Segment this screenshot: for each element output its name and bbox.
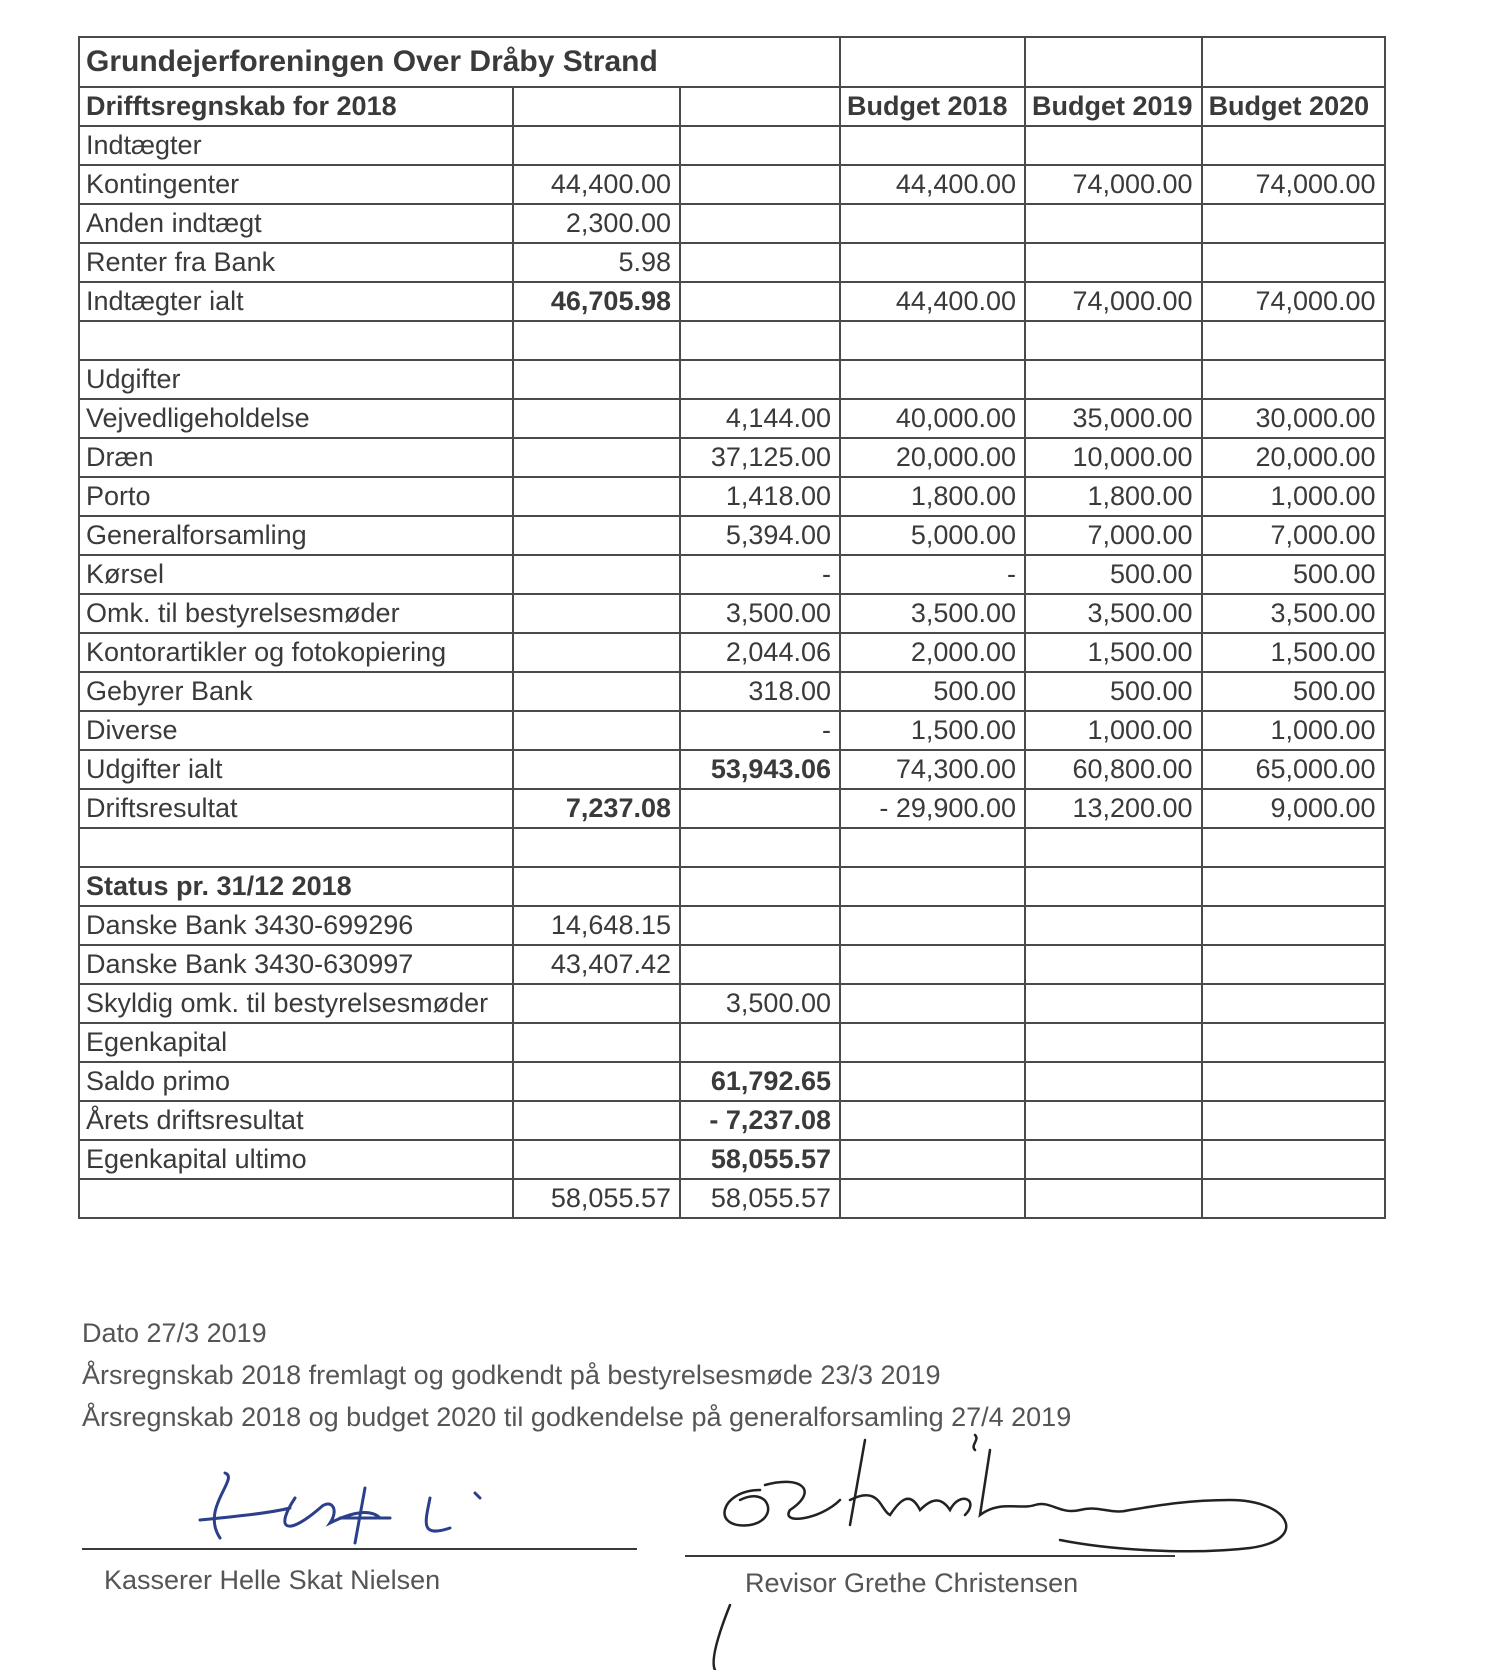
budget-2019-cell: 35,000.00 (1025, 399, 1202, 438)
table-row (79, 204, 1385, 243)
actual-expense-cell: 4,144.00 (680, 399, 840, 438)
actual-expense-cell (680, 321, 840, 360)
actual-expense-cell: 37,125.00 (680, 438, 840, 477)
budget-2019-cell: 13,200.00 (1025, 789, 1202, 828)
table-row (79, 750, 1385, 789)
actual-expense-cell: 1,418.00 (680, 477, 840, 516)
budget-2020-cell (1202, 243, 1385, 282)
actual-income-cell (513, 711, 680, 750)
document-title: Grundejerforeningen Over Dråby Strand (79, 37, 840, 87)
actual-expense-cell (680, 1023, 840, 1062)
actual-expense-cell (680, 945, 840, 984)
table-row (79, 282, 1385, 321)
table-row (79, 321, 1385, 360)
actual-income-cell (513, 1101, 680, 1140)
budget-2018-cell (840, 126, 1025, 165)
actual-expense-cell: 318.00 (680, 672, 840, 711)
budget-2018-cell: 44,400.00 (840, 282, 1025, 321)
row-label: Vejvedligeholdelse (79, 399, 513, 438)
budget-2020-cell (1202, 867, 1385, 906)
row-label: Egenkapital ultimo (79, 1140, 513, 1179)
budget-2020-cell: 20,000.00 (1202, 438, 1385, 477)
row-label: Danske Bank 3430-630997 (79, 945, 513, 984)
row-label: Kørsel (79, 555, 513, 594)
budget-2018-cell: 1,500.00 (840, 711, 1025, 750)
budget-2018-cell: 5,000.00 (840, 516, 1025, 555)
budget-2020-cell: 65,000.00 (1202, 750, 1385, 789)
budget-2018-cell (840, 204, 1025, 243)
table-row (79, 243, 1385, 282)
actual-expense-cell: 58,055.57 (680, 1179, 840, 1218)
treasurer-signature-line (82, 1548, 637, 1550)
row-label: Egenkapital (79, 1023, 513, 1062)
budget-2020-cell: 500.00 (1202, 672, 1385, 711)
budget-2018-cell (840, 1179, 1025, 1218)
table-row (79, 1140, 1385, 1179)
budget-2020-cell: 74,000.00 (1202, 165, 1385, 204)
actual-expense-cell: 3,500.00 (680, 594, 840, 633)
actual-expense-cell (680, 126, 840, 165)
budget-2020-cell: 500.00 (1202, 555, 1385, 594)
row-label: Saldo primo (79, 1062, 513, 1101)
table-row (79, 399, 1385, 438)
actual-expense-cell: - (680, 555, 840, 594)
row-label: Gebyrer Bank (79, 672, 513, 711)
actual-expense-cell (680, 282, 840, 321)
row-label: Anden indtægt (79, 204, 513, 243)
row-label (79, 1179, 513, 1218)
actual-income-cell: 46,705.98 (513, 282, 680, 321)
actual-expense-cell: 61,792.65 (680, 1062, 840, 1101)
treasurer-signature (180, 1468, 500, 1558)
budget-2018-cell (840, 321, 1025, 360)
budget-2020-cell (1202, 1140, 1385, 1179)
actual-income-cell (513, 750, 680, 789)
actual-income-cell: 5.98 (513, 243, 680, 282)
budget-2020-cell (1202, 906, 1385, 945)
statement-heading: Drifftsregnskab for 2018 (79, 87, 513, 126)
row-label: Danske Bank 3430-699296 (79, 906, 513, 945)
actual-expense-cell (680, 906, 840, 945)
budget-2019-cell (1025, 867, 1202, 906)
table-row (79, 1023, 1385, 1062)
budget-2019-cell: 1,500.00 (1025, 633, 1202, 672)
budget-2019-cell: 1,800.00 (1025, 477, 1202, 516)
actual-expense-cell (680, 828, 840, 867)
actual-expense-cell: 3,500.00 (680, 984, 840, 1023)
actual-income-cell (513, 828, 680, 867)
actual-income-cell (513, 438, 680, 477)
budget-2018-cell (840, 867, 1025, 906)
table-row (79, 594, 1385, 633)
actual-income-cell (513, 867, 680, 906)
budget-2018-cell: 74,300.00 (840, 750, 1025, 789)
budget-2020-cell: 9,000.00 (1202, 789, 1385, 828)
budget-2019-cell: 60,800.00 (1025, 750, 1202, 789)
row-label: Dræn (79, 438, 513, 477)
actual-expense-cell: - (680, 711, 840, 750)
actual-income-cell (513, 633, 680, 672)
actual-income-cell (513, 360, 680, 399)
budget-2020-cell (1202, 984, 1385, 1023)
actual-expense-cell: 53,943.06 (680, 750, 840, 789)
budget-2019-cell (1025, 1179, 1202, 1218)
budget-2019-cell (1025, 1101, 1202, 1140)
row-label: Driftsresultat (79, 789, 513, 828)
row-label (79, 321, 513, 360)
footer-approval-line: Årsregnskab 2018 fremlagt og godkendt på bestyrelsesmøde 23/3 2019 (82, 1360, 941, 1390)
budget-2020-cell (1202, 1023, 1385, 1062)
accounts-table (78, 36, 1386, 1219)
actual-expense-cell (680, 867, 840, 906)
budget-2020-cell: 30,000.00 (1202, 399, 1385, 438)
treasurer-caption: Kasserer Helle Skat Nielsen (104, 1565, 441, 1595)
budget-2020-cell (1202, 828, 1385, 867)
table-row (79, 516, 1385, 555)
budget-2018-cell: 3,500.00 (840, 594, 1025, 633)
table-row (79, 633, 1385, 672)
row-label: Udgifter (79, 360, 513, 399)
budget-2018-cell: 1,800.00 (840, 477, 1025, 516)
budget-2018-cell (840, 828, 1025, 867)
table-row (79, 789, 1385, 828)
row-label: Indtægter (79, 126, 513, 165)
actual-expense-cell (680, 243, 840, 282)
table-row (79, 126, 1385, 165)
table-row (79, 1179, 1385, 1218)
actual-income-cell (513, 516, 680, 555)
budget-2020-cell (1202, 1179, 1385, 1218)
budget-2018-cell (840, 1101, 1025, 1140)
budget-2020-cell: 7,000.00 (1202, 516, 1385, 555)
budget-2019-cell (1025, 360, 1202, 399)
budget-2019-cell (1025, 204, 1202, 243)
budget-2020-cell: 74,000.00 (1202, 282, 1385, 321)
budget-2019-cell: 3,500.00 (1025, 594, 1202, 633)
budget-2018-cell (840, 984, 1025, 1023)
actual-expense-cell: 5,394.00 (680, 516, 840, 555)
budget-2019-cell: 10,000.00 (1025, 438, 1202, 477)
row-label: Indtægter ialt (79, 282, 513, 321)
budget-2020-cell: 3,500.00 (1202, 594, 1385, 633)
title-row (79, 37, 1385, 87)
budget-2020-cell (1202, 321, 1385, 360)
table-row (79, 906, 1385, 945)
actual-income-cell (513, 672, 680, 711)
actual-income-cell: 43,407.42 (513, 945, 680, 984)
actual-income-cell (513, 1062, 680, 1101)
row-label: Kontingenter (79, 165, 513, 204)
auditor-caption: Revisor Grethe Christensen (745, 1568, 1079, 1598)
actual-income-cell: 7,237.08 (513, 789, 680, 828)
budget-2019-cell: 74,000.00 (1025, 282, 1202, 321)
budget-2019-cell (1025, 1023, 1202, 1062)
budget-2018-cell (840, 906, 1025, 945)
table-row (79, 672, 1385, 711)
actual-expense-cell (680, 789, 840, 828)
table-row (79, 945, 1385, 984)
actual-income-cell (513, 555, 680, 594)
budget-2020-cell (1202, 1062, 1385, 1101)
row-label: Udgifter ialt (79, 750, 513, 789)
actual-income-cell (513, 321, 680, 360)
table-row (79, 867, 1385, 906)
column-header-budget-2018: Budget 2018 (840, 87, 1025, 126)
budget-2018-cell: 500.00 (840, 672, 1025, 711)
row-label: Generalforsamling (79, 516, 513, 555)
budget-2019-cell: 500.00 (1025, 672, 1202, 711)
budget-2018-cell (840, 945, 1025, 984)
table-row (79, 477, 1385, 516)
budget-2020-cell: 1,000.00 (1202, 477, 1385, 516)
budget-2018-cell (840, 1140, 1025, 1179)
actual-expense-cell: 2,044.06 (680, 633, 840, 672)
budget-2019-cell (1025, 828, 1202, 867)
table-row (79, 360, 1385, 399)
budget-2018-cell: 40,000.00 (840, 399, 1025, 438)
actual-income-cell (513, 477, 680, 516)
row-label: Diverse (79, 711, 513, 750)
table-row (79, 165, 1385, 204)
budget-2018-cell: - 29,900.00 (840, 789, 1025, 828)
actual-income-cell: 14,648.15 (513, 906, 680, 945)
column-header-budget-2019: Budget 2019 (1025, 87, 1202, 126)
budget-2020-cell (1202, 204, 1385, 243)
row-label: Skyldig omk. til bestyrelsesmøder (79, 984, 513, 1023)
budget-2018-cell: 44,400.00 (840, 165, 1025, 204)
column-header-budget-2020: Budget 2020 (1202, 87, 1385, 126)
row-label: Årets driftsresultat (79, 1101, 513, 1140)
footer-assembly-line: Årsregnskab 2018 og budget 2020 til godkendelse på generalforsamling 27/4 2019 (82, 1402, 1072, 1432)
actual-income-cell (513, 1023, 680, 1062)
header-row (79, 87, 1385, 126)
budget-2019-cell (1025, 1062, 1202, 1101)
row-label: Renter fra Bank (79, 243, 513, 282)
actual-income-cell (513, 399, 680, 438)
budget-2018-cell: - (840, 555, 1025, 594)
budget-2019-cell: 500.00 (1025, 555, 1202, 594)
actual-income-cell (513, 126, 680, 165)
budget-2020-cell (1202, 945, 1385, 984)
auditor-signature (690, 1430, 1310, 1670)
actual-expense-cell (680, 204, 840, 243)
actual-income-cell (513, 984, 680, 1023)
actual-income-cell: 44,400.00 (513, 165, 680, 204)
row-label: Kontorartikler og fotokopiering (79, 633, 513, 672)
actual-expense-cell (680, 360, 840, 399)
actual-income-cell (513, 1140, 680, 1179)
footer-date: Dato 27/3 2019 (82, 1318, 267, 1348)
row-label: Porto (79, 477, 513, 516)
table-row (79, 1101, 1385, 1140)
table-row (79, 1062, 1385, 1101)
table-row (79, 555, 1385, 594)
budget-2019-cell (1025, 321, 1202, 360)
budget-2019-cell (1025, 906, 1202, 945)
budget-2018-cell (840, 243, 1025, 282)
budget-2019-cell: 7,000.00 (1025, 516, 1202, 555)
table-row (79, 711, 1385, 750)
row-label (79, 828, 513, 867)
budget-2019-cell (1025, 945, 1202, 984)
actual-income-cell (513, 594, 680, 633)
budget-2018-cell (840, 1062, 1025, 1101)
budget-2020-cell: 1,500.00 (1202, 633, 1385, 672)
table-row (79, 438, 1385, 477)
budget-2020-cell: 1,000.00 (1202, 711, 1385, 750)
auditor-signature-line (685, 1555, 1175, 1557)
table-row (79, 828, 1385, 867)
budget-2019-cell: 1,000.00 (1025, 711, 1202, 750)
budget-2019-cell (1025, 984, 1202, 1023)
budget-2019-cell: 74,000.00 (1025, 165, 1202, 204)
actual-income-cell: 58,055.57 (513, 1179, 680, 1218)
budget-2020-cell (1202, 1101, 1385, 1140)
row-label: Status pr. 31/12 2018 (79, 867, 513, 906)
budget-2019-cell (1025, 1140, 1202, 1179)
actual-expense-cell: 58,055.57 (680, 1140, 840, 1179)
budget-2019-cell (1025, 243, 1202, 282)
table-row (79, 984, 1385, 1023)
budget-2018-cell (840, 360, 1025, 399)
actual-expense-cell (680, 165, 840, 204)
row-label: Omk. til bestyrelsesmøder (79, 594, 513, 633)
budget-2020-cell (1202, 126, 1385, 165)
actual-expense-cell: - 7,237.08 (680, 1101, 840, 1140)
budget-2018-cell: 2,000.00 (840, 633, 1025, 672)
budget-2018-cell: 20,000.00 (840, 438, 1025, 477)
budget-2019-cell (1025, 126, 1202, 165)
budget-2020-cell (1202, 360, 1385, 399)
actual-income-cell: 2,300.00 (513, 204, 680, 243)
budget-2018-cell (840, 1023, 1025, 1062)
